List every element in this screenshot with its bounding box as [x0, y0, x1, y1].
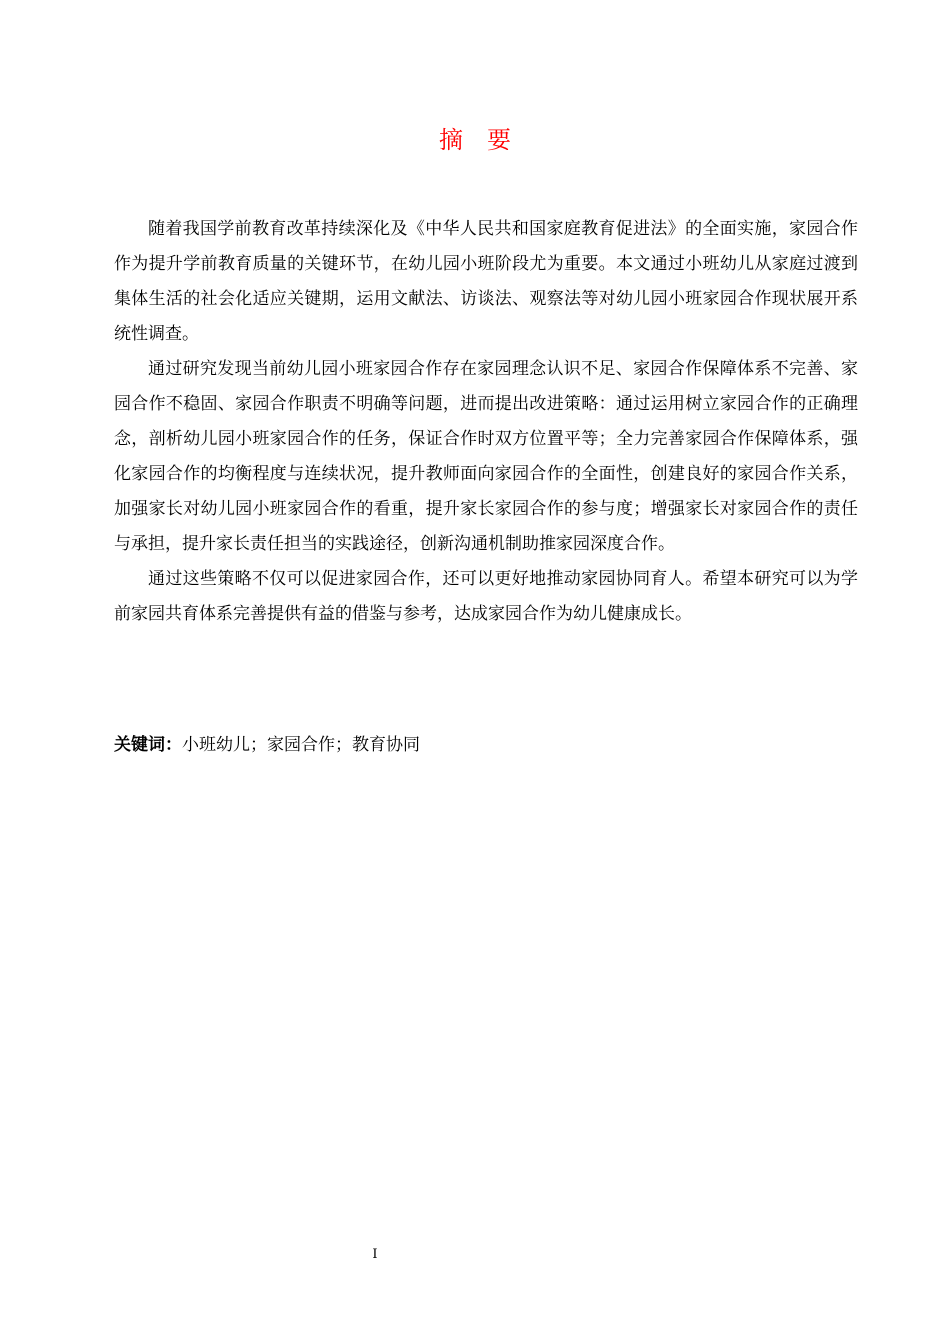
abstract-paragraph-3: 通过这些策略不仅可以促进家园合作，还可以更好地推动家园协同育人。希望本研究可以为学前家园共育体系完善提供有益的借鉴与参考，达成家园合作为幼儿健康成长。 [114, 569, 858, 624]
page-number: I [372, 1247, 378, 1262]
keyword-separator: ； [335, 735, 352, 755]
keyword-item: 小班幼儿 [182, 735, 250, 755]
keyword-separator: ； [250, 735, 267, 755]
keywords-label: 关键词： [114, 735, 182, 755]
abstract-paragraph-2: 通过研究发现当前幼儿园小班家园合作存在家园理念认识不足、家园合作保障体系不完善、家园合作不稳固、家园合作职责不明确等问题，进而提出改进策略：通过运用树立家园合作的正确理念，剖析幼儿园小班家园合作的任务，保证合作时双方位置平等；全力完善家园合作保障体系，强化家园合作的均衡程度与连续状况，提升教师面向家园合作的全面性，创建良好的家园合作关系，加强家长对幼儿园小班家园合作的看重，提升家长家园合作的参与度；增强家长对家园合作的责任与承担，提升家长责任担当的实践途径，创新沟通机制助推家园深度合作。 [114, 359, 858, 554]
keywords-line [114, 730, 858, 760]
abstract-body [114, 212, 858, 632]
keyword-item: 家园合作 [267, 735, 335, 755]
abstract-title: 摘要 [439, 126, 535, 154]
abstract-paragraph-1: 随着我国学前教育改革持续深化及《中华人民共和国家庭教育促进法》的全面实施，家园合作作为提升学前教育质量的关键环节，在幼儿园小班阶段尤为重要。本文通过小班幼儿从家庭过渡到集体生活的社会化适应关键期，运用文献法、访谈法、观察法等对幼儿园小班家园合作现状展开系统性调查。 [114, 219, 858, 344]
keyword-item: 教育协同 [352, 735, 420, 755]
